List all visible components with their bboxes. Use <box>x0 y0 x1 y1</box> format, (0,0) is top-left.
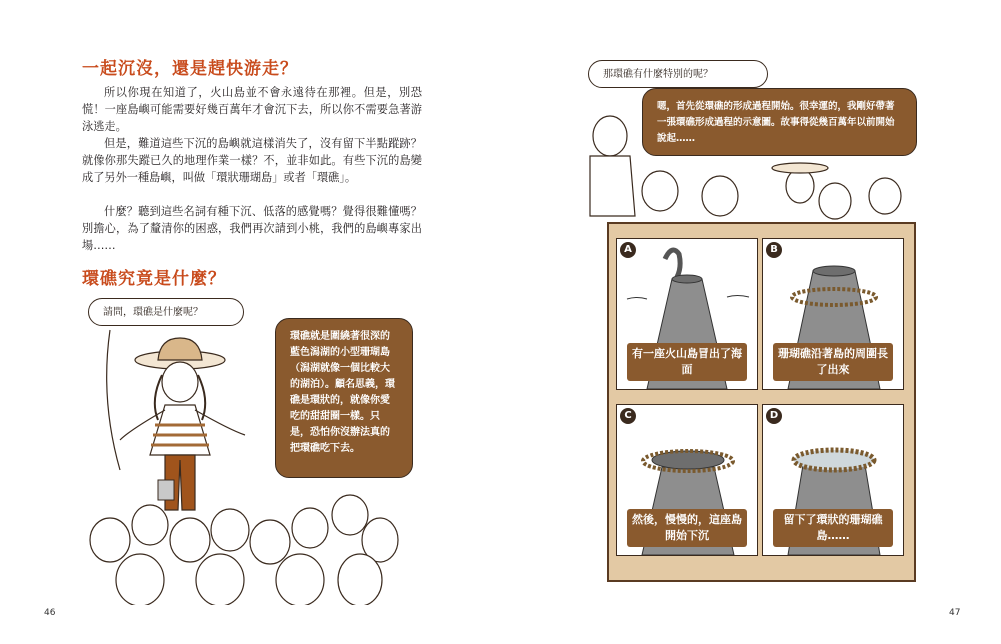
left-page <box>0 0 500 644</box>
page-number-left: 46 <box>44 608 56 618</box>
right-question-speech-bubble: 那環礁有什麼特別的呢？ <box>588 60 768 88</box>
right-answer-speech-bubble: 嗯，首先從環礁的形成過程開始。很幸運的，我剛好帶著一張環礁形成過程的示意圖。故事得從幾百萬年以前開始說起…… <box>642 88 917 156</box>
paragraph-2: 但是，難道這些下沉的島嶼就這樣消失了，沒有留下半點蹤跡？就像你那失蹤已久的地理作業一樣？不，並非如此。有些下沉的島變成了另外一種島嶼，叫做「環狀珊瑚島」或者「環礁」。 <box>82 137 422 184</box>
panel-c-label: C <box>620 408 636 424</box>
paragraph-3: 什麼？聽到這些名詞有種下沉、低落的感覺嗎？覺得很難懂嗎？別擔心，為了釐清你的困惑，我們再次請到小桃，我們的島嶼專家出場…… <box>82 205 422 252</box>
page-number-right: 47 <box>949 608 961 618</box>
panel-d <box>762 404 904 556</box>
audience-behind-frame-illustration <box>580 96 920 221</box>
panel-c-caption: 然後，慢慢的，這座島開始下沉 <box>627 509 747 547</box>
paragraph-1: 所以你現在知道了，火山島並不會永遠待在那裡。但是，別恐慌！一座島嶼可能需要好幾百萬年才會沉下去，所以你不需要急著游泳逃走。 <box>82 86 422 133</box>
panel-a-label: A <box>620 242 636 258</box>
question-speech-bubble: 請問，環礁是什麼呢？ <box>88 298 244 326</box>
panel-b <box>762 238 904 390</box>
panel-b-caption: 珊瑚礁沿著島的周圍長了出來 <box>773 343 893 381</box>
section-heading-atoll: 環礁究竟是什麼？ <box>82 269 226 289</box>
panel-b-label: B <box>766 242 782 258</box>
atoll-formation-diagram <box>607 222 916 582</box>
crowd-illustration <box>80 470 410 605</box>
section-heading-sinking: 一起沉沒，還是趕快游走？ <box>82 59 298 79</box>
panel-d-caption: 留下了環狀的珊瑚礁島…… <box>773 509 893 547</box>
panel-a <box>616 238 758 390</box>
panel-a-caption: 有一座火山島冒出了海面 <box>627 343 747 381</box>
panel-d-label: D <box>766 408 782 424</box>
answer-speech-bubble: 環礁就是圍繞著很深的藍色潟湖的小型珊瑚島（潟湖就像一個比較大的湖泊）。顧名思義，環礁是環狀的，就像你愛吃的甜甜圈一樣。只是，恐怕你沒辦法真的把環礁吃下去。 <box>275 318 413 478</box>
panel-c <box>616 404 758 556</box>
